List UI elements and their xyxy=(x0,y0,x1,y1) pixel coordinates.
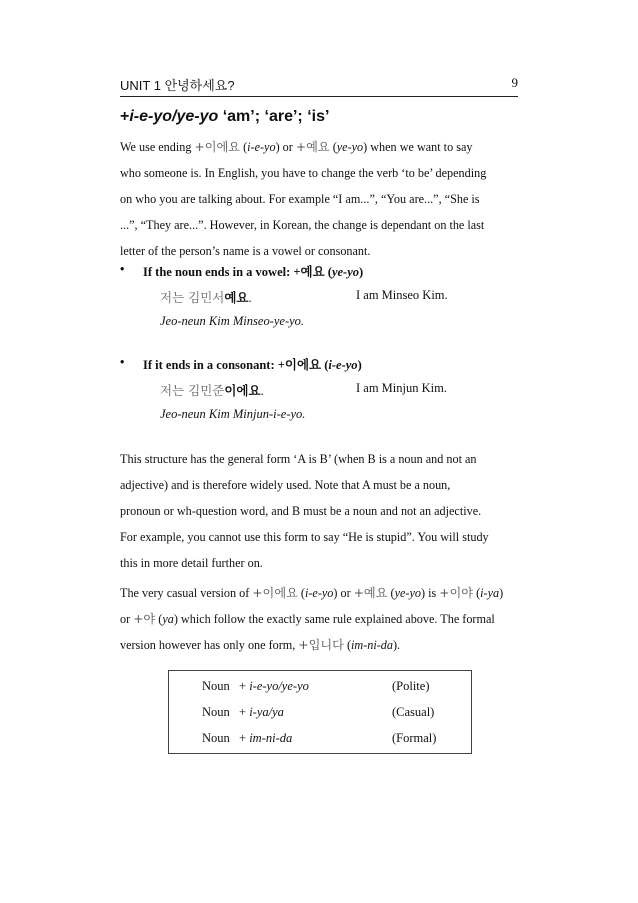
register-cell: (Casual) xyxy=(392,705,435,719)
example-english-consonant: I am Minjun Kim. xyxy=(356,381,447,395)
structure-line: This structure has the general form ‘A is B’ (when B is a noun and not an xyxy=(120,452,477,466)
bullet-marker: • xyxy=(120,355,125,369)
section-heading: +i-e-yo/ye-yo ‘am’; ‘are’; ‘is’ xyxy=(120,108,330,125)
unit-title: UNIT 1 안녕하세요? xyxy=(120,78,235,94)
table-row xyxy=(169,725,471,751)
intro-line: We use ending +이에요 (i-e-yo) or +예요 (ye-yo) when we want to say xyxy=(120,140,473,154)
structure-line: For example, you cannot use this form to say “He is stupid”. You will study xyxy=(120,530,489,544)
rule-vowel-label: If the noun ends in a vowel: +예요 (ye-yo) xyxy=(143,264,364,279)
header-divider xyxy=(120,96,518,97)
ending-cell: + i-ya/ya xyxy=(239,705,284,719)
noun-cell: Noun xyxy=(202,705,230,719)
casual-line: or +야 (ya) which follow the exactly same rule explained above. The formal xyxy=(120,612,495,626)
register-cell: (Formal) xyxy=(392,731,437,745)
register-cell: (Polite) xyxy=(392,679,430,693)
example-romanization-consonant: Jeo-neun Kim Minjun-i-e-yo. xyxy=(160,407,306,421)
intro-line: who someone is. In English, you have to change the verb ‘to be’ depending xyxy=(120,166,487,180)
casual-line: version however has only one form, +입니다 (im-ni-da). xyxy=(120,638,401,652)
table-row xyxy=(169,673,471,699)
ending-cell: + i-e-yo/ye-yo xyxy=(239,679,309,693)
example-korean-vowel: 저는 김민서예요. xyxy=(160,290,252,305)
table-row xyxy=(169,699,471,725)
intro-line: letter of the person’s name is a vowel or consonant. xyxy=(120,244,371,258)
intro-line: on who you are talking about. For example “I am...”, “You are...”, “She is xyxy=(120,192,480,206)
page-number: 9 xyxy=(511,75,518,90)
example-english-vowel: I am Minseo Kim. xyxy=(356,288,448,302)
intro-paragraph xyxy=(120,134,520,264)
bullet-marker: • xyxy=(120,262,125,276)
structure-line: this in more detail further on. xyxy=(120,556,263,570)
casual-paragraph xyxy=(120,580,520,658)
noun-cell: Noun xyxy=(202,679,230,693)
example-korean-consonant: 저는 김민준이에요. xyxy=(160,383,264,398)
structure-line: pronoun or wh-question word, and B must be a noun and not an adjective. xyxy=(120,504,482,518)
ending-cell: + im-ni-da xyxy=(239,731,293,745)
page-header xyxy=(120,75,518,95)
example-romanization-vowel: Jeo-neun Kim Minseo-ye-yo. xyxy=(160,314,305,328)
structure-paragraph xyxy=(120,446,520,576)
intro-line: ...”, “They are...”. However, in Korean, the change is dependant on the last xyxy=(120,218,485,232)
structure-line: adjective) and is therefore widely used. Note that A must be a noun, xyxy=(120,478,451,492)
unit-title-korean: 안녕하세요 xyxy=(164,79,228,94)
noun-cell: Noun xyxy=(202,731,230,745)
forms-table xyxy=(168,670,472,754)
casual-line: The very casual version of +이에요 (i-e-yo) or +예요 (ye-yo) is +이야 (i-ya) xyxy=(120,586,504,600)
rule-consonant-label: If it ends in a consonant: +이에요 (i-e-yo) xyxy=(143,357,362,372)
